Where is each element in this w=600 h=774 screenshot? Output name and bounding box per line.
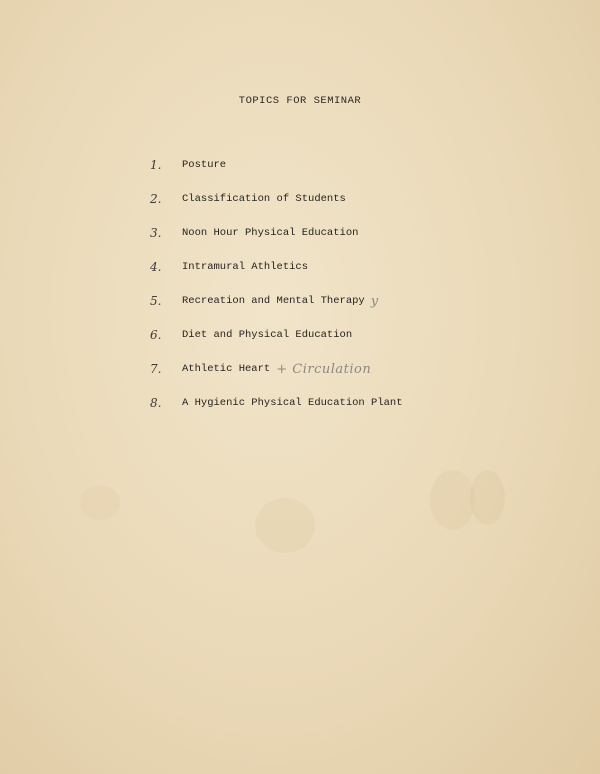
paper-stain xyxy=(255,498,315,553)
topic-label: Intramural Athletics xyxy=(182,261,309,273)
topic-label: Athletic Heart xyxy=(182,363,271,375)
topic-label: Noon Hour Physical Education xyxy=(182,227,359,239)
paper-stain xyxy=(430,470,475,530)
list-item xyxy=(150,182,550,216)
topic-label: A Hygienic Physical Education Plant xyxy=(182,397,403,409)
topic-number: 6. xyxy=(150,328,162,342)
topic-label: Recreation and Mental Therapy xyxy=(182,295,365,307)
paper-stain xyxy=(80,485,120,520)
topic-number: 7. xyxy=(150,362,162,376)
list-item xyxy=(150,318,550,352)
list-item xyxy=(150,352,550,386)
list-item xyxy=(150,148,550,182)
paper-stain xyxy=(470,470,505,525)
list-item xyxy=(150,216,550,250)
topic-number: 3. xyxy=(150,226,162,240)
topic-list xyxy=(150,148,550,420)
handwritten-annotation: + Circulation xyxy=(276,361,372,377)
topic-number: 1. xyxy=(150,158,162,172)
topic-label: Diet and Physical Education xyxy=(182,329,353,341)
list-item xyxy=(150,250,550,284)
topic-label: Classification of Students xyxy=(182,193,346,205)
list-item xyxy=(150,284,550,318)
topic-number: 2. xyxy=(150,192,162,206)
handwritten-annotation: y xyxy=(370,293,379,309)
topic-number: 4. xyxy=(150,260,162,274)
topic-number: 5. xyxy=(150,294,162,308)
list-item xyxy=(150,386,550,420)
topic-number: 8. xyxy=(150,396,162,410)
page-title: TOPICS FOR SEMINAR xyxy=(238,95,362,107)
topic-label: Posture xyxy=(182,159,227,171)
